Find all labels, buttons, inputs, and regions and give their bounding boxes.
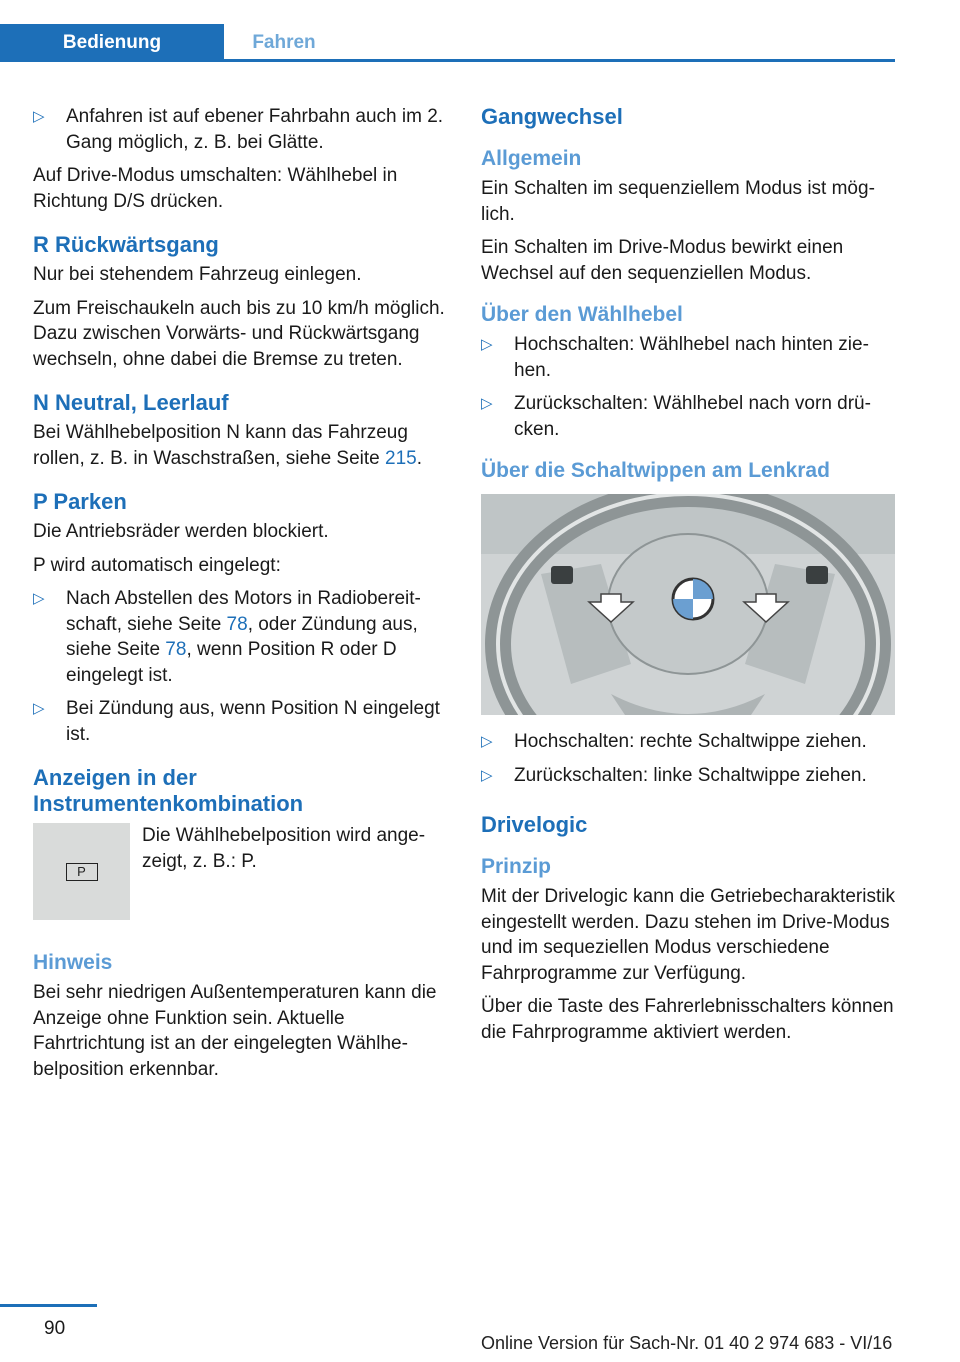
- paragraph: Ein Schalten im sequenziellem Modus ist möglich.: [481, 178, 875, 225]
- indicator-row: [33, 823, 447, 920]
- footer-online-version: Online Version für Sach-Nr. 01 40 2 974 683 - VI/16: [481, 1333, 893, 1353]
- bullet-text: Anfahren ist auf ebener Fahrbahn auch im 2. Gang möglich, z. B. bei Glätte.: [66, 106, 444, 153]
- heading-drivelogic: Drivelogic: [481, 812, 588, 837]
- text: Nach Abstellen des Motors in Radiobereitschaft, siehe Seite: [66, 588, 421, 635]
- paragraph: Mit der Drivelogic kann die Getriebecharakteristik eingestellt werden. Dazu stehen im Drive-Modus und im sequeziellen Modus verschiedene Fahrprogramme zur Verfügung.: [481, 886, 895, 984]
- bullet-text: Bei Zündung aus, wenn Position N eingelegt ist.: [66, 698, 440, 745]
- page-number: 90: [44, 1318, 66, 1339]
- heading-r: R Rückwärtsgang: [33, 232, 219, 257]
- heading-waehlhebel: Über den Wählhebel: [481, 303, 683, 326]
- heading-schaltwippen: Über die Schaltwippen am Lenkrad: [481, 459, 830, 482]
- paragraph: [33, 420, 447, 471]
- heading-allgemein: Allgemein: [481, 147, 582, 170]
- list-item: [481, 391, 895, 442]
- left-column: [33, 104, 447, 1090]
- header-tabbar: [0, 0, 895, 62]
- indicator-image: [33, 823, 130, 920]
- list-item: [33, 696, 447, 747]
- footer-rule: [0, 1304, 97, 1307]
- paragraph: Ein Schalten im Drive-Modus bewirkt einen Wechsel auf den sequenziellen Modus.: [481, 237, 844, 284]
- steering-wheel-image: [481, 494, 895, 715]
- bullet-triangle-icon: [33, 696, 45, 722]
- indicator-text: Die Wählhebelposition wird angezeigt, z. B.: P.: [142, 825, 426, 872]
- paragraph: Bei sehr niedrigen Außentemperaturen kann die Anzeige ohne Funktion sein. Aktuelle Fahrtrichtung ist an der eingelegten Wählhebelposition erkennbar.: [33, 982, 437, 1080]
- park-indicator-icon: P: [66, 863, 98, 881]
- heading-anzeigen: Anzeigen in der Instrumentenkombination: [33, 765, 304, 816]
- heading-gangwechsel: Gangwechsel: [481, 104, 623, 129]
- bullet-triangle-icon: [481, 763, 493, 789]
- text: .: [416, 447, 422, 469]
- bullet-triangle-icon: [33, 104, 45, 130]
- list-item: [481, 729, 895, 755]
- bullet-text: Zurückschalten: linke Schaltwippe ziehen.: [514, 764, 867, 786]
- list-item: [33, 586, 447, 688]
- bullet-text: Hochschalten: rechte Schaltwippe ziehen.: [514, 731, 867, 752]
- heading-prinzip: Prinzip: [481, 855, 552, 878]
- text: , oder Zündung aus, siehe Seite: [66, 613, 418, 660]
- tab-fahren[interactable]: Fahren: [252, 32, 316, 53]
- bullet-triangle-icon: [481, 729, 493, 755]
- page-link[interactable]: 78: [226, 613, 248, 635]
- paragraph: Zum Freischaukeln auch bis zu 10 km/h möglich. Dazu zwischen Vorwärts- und Rückwärtsgang wechseln, ohne dabei die Bremse zu treten.: [33, 297, 445, 370]
- bullet-triangle-icon: [33, 586, 45, 612]
- heading-hinweis: Hinweis: [33, 951, 113, 974]
- text: , wenn Position R oder D eingelegt ist.: [66, 639, 397, 686]
- paragraph: Die Antriebsräder werden blockiert.: [33, 521, 329, 542]
- paragraph: Über die Taste des Fahrerlebnisschalters können die Fahrprogramme aktiviert werden.: [481, 996, 894, 1043]
- tab-bedienung[interactable]: Bedienung: [0, 24, 224, 62]
- right-column: [481, 104, 895, 1053]
- heading-n: N Neutral, Leerlauf: [33, 390, 229, 415]
- bullet-triangle-icon: [481, 391, 493, 417]
- list-item: [33, 104, 447, 155]
- paragraph: Auf Drive-Modus umschalten: Wählhebel in Richtung D/S drücken.: [33, 165, 398, 212]
- list-item: [481, 763, 895, 789]
- bullet-triangle-icon: [481, 332, 493, 358]
- paragraph: Nur bei stehendem Fahrzeug einlegen.: [33, 264, 362, 285]
- bullet-text: Zurückschalten: Wählhebel nach vorn drücken.: [514, 393, 871, 440]
- text: Bei Wählhebelposition N kann das Fahrzeug rollen, z. B. in Waschstraßen, siehe Seite: [33, 422, 408, 469]
- bullet-text: Hochschalten: Wählhebel nach hinten ziehen.: [514, 334, 869, 381]
- header-rule: [224, 59, 895, 62]
- list-item: [481, 332, 895, 383]
- page-link[interactable]: 215: [385, 447, 417, 469]
- heading-p: P Parken: [33, 489, 127, 514]
- paragraph: P wird automatisch eingelegt:: [33, 554, 281, 576]
- page-link[interactable]: 78: [165, 639, 187, 660]
